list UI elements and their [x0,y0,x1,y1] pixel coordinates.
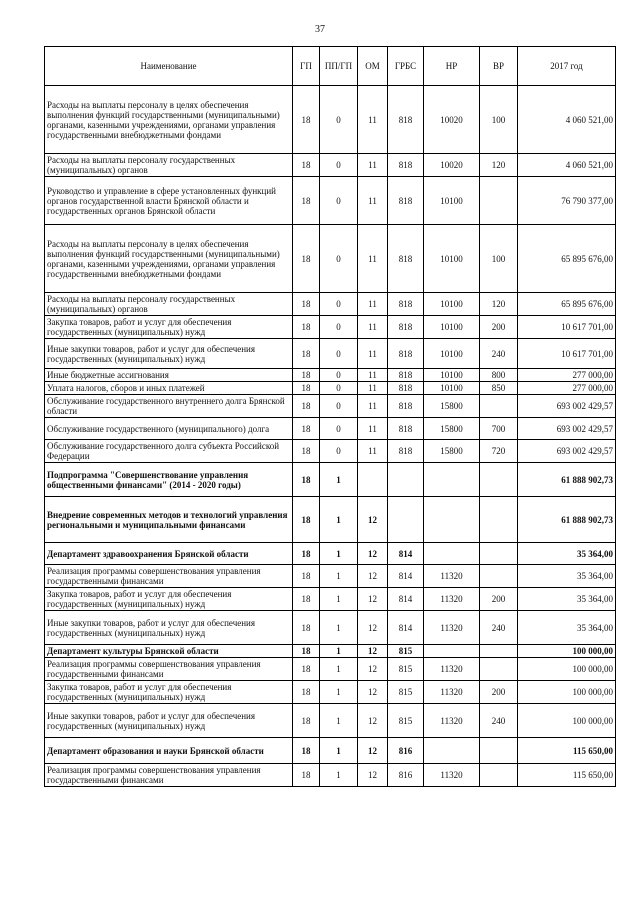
budget-table [44,46,616,787]
cell-om: 11 [358,369,388,382]
table-row [45,440,616,463]
cell-amount: 35 364,00 [518,565,616,588]
cell-nr: 11320 [424,588,480,611]
cell-ppgp: 0 [320,395,358,418]
cell-om: 11 [358,154,388,177]
cell-amount: 76 790 377,00 [518,177,616,225]
cell-nr [424,645,480,658]
cell-name: Иные закупки товаров, работ и услуг для обеспечения государственных (муниципальных) нужд [45,339,293,369]
cell-vr [480,543,518,565]
cell-gp: 18 [293,440,320,463]
table-row [45,316,616,339]
cell-vr [480,658,518,681]
cell-gp: 18 [293,86,320,154]
cell-amount: 100 000,00 [518,681,616,704]
cell-amount: 693 002 429,57 [518,395,616,418]
cell-vr [480,565,518,588]
cell-gp: 18 [293,177,320,225]
table-header-row [45,47,616,86]
cell-name: Реализация программы совершенствования управления государственными финансами [45,565,293,588]
cell-om: 11 [358,293,388,316]
cell-nr: 11320 [424,611,480,645]
cell-om: 11 [358,86,388,154]
cell-vr: 100 [480,86,518,154]
cell-name: Обслуживание государственного (муниципального) долга [45,418,293,440]
table-row [45,645,616,658]
cell-ppgp: 1 [320,497,358,543]
table-row [45,611,616,645]
cell-ppgp: 1 [320,463,358,497]
cell-ppgp: 0 [320,177,358,225]
cell-gp: 18 [293,681,320,704]
table-row [45,764,616,787]
cell-grbs: 814 [388,611,424,645]
cell-amount: 35 364,00 [518,611,616,645]
cell-om: 11 [358,382,388,395]
cell-gp: 18 [293,497,320,543]
page-number: 37 [315,24,325,35]
cell-ppgp: 1 [320,738,358,764]
cell-om: 12 [358,645,388,658]
cell-vr [480,645,518,658]
table-row [45,681,616,704]
cell-name: Департамент культуры Брянской области [45,645,293,658]
cell-grbs [388,463,424,497]
cell-name: Иные бюджетные ассигнования [45,369,293,382]
cell-gp: 18 [293,738,320,764]
cell-gp: 18 [293,154,320,177]
cell-nr: 10100 [424,177,480,225]
cell-name: Руководство и управление в сфере установленных функций органов государственной власти Брянской области и государственных органов Брянской области [45,177,293,225]
cell-amount: 100 000,00 [518,645,616,658]
cell-nr: 10100 [424,369,480,382]
cell-gp: 18 [293,588,320,611]
cell-name: Иные закупки товаров, работ и услуг для обеспечения государственных (муниципальных) нужд [45,611,293,645]
cell-ppgp: 1 [320,543,358,565]
table-row [45,154,616,177]
table-row [45,177,616,225]
cell-nr: 10100 [424,225,480,293]
cell-name: Обслуживание государственного внутреннего долга Брянской области [45,395,293,418]
cell-nr: 15800 [424,440,480,463]
cell-grbs: 818 [388,177,424,225]
cell-grbs: 818 [388,316,424,339]
cell-grbs [388,497,424,543]
cell-name: Внедрение современных методов и технологий управления региональными и муниципальными финансами [45,497,293,543]
cell-nr: 10100 [424,382,480,395]
cell-grbs: 815 [388,645,424,658]
cell-grbs: 818 [388,154,424,177]
cell-ppgp: 0 [320,339,358,369]
cell-nr [424,543,480,565]
cell-ppgp: 0 [320,440,358,463]
cell-amount: 693 002 429,57 [518,418,616,440]
cell-grbs: 818 [388,418,424,440]
cell-amount: 61 888 902,73 [518,497,616,543]
cell-vr: 800 [480,369,518,382]
cell-nr: 11320 [424,704,480,738]
header-amount: 2017 год [518,47,616,86]
cell-om: 12 [358,611,388,645]
cell-vr: 200 [480,316,518,339]
header-ppgp: ПП/ГП [320,47,358,86]
table-body [45,86,616,787]
cell-gp: 18 [293,316,320,339]
cell-grbs: 815 [388,681,424,704]
table-row [45,565,616,588]
cell-gp: 18 [293,382,320,395]
cell-grbs: 818 [388,86,424,154]
cell-grbs: 815 [388,658,424,681]
cell-gp: 18 [293,658,320,681]
cell-name: Закупка товаров, работ и услуг для обеспечения государственных (муниципальных) нужд [45,681,293,704]
cell-om: 11 [358,418,388,440]
cell-name: Департамент здравоохранения Брянской области [45,543,293,565]
cell-ppgp: 0 [320,316,358,339]
cell-grbs: 818 [388,293,424,316]
cell-grbs: 814 [388,543,424,565]
cell-vr [480,497,518,543]
cell-gp: 18 [293,704,320,738]
cell-vr: 240 [480,704,518,738]
cell-nr [424,463,480,497]
cell-gp: 18 [293,645,320,658]
cell-vr: 720 [480,440,518,463]
cell-ppgp: 0 [320,225,358,293]
cell-om: 11 [358,339,388,369]
table-row [45,395,616,418]
cell-ppgp: 1 [320,645,358,658]
cell-vr [480,395,518,418]
cell-amount: 10 617 701,00 [518,339,616,369]
cell-amount: 61 888 902,73 [518,463,616,497]
cell-om: 11 [358,177,388,225]
cell-gp: 18 [293,764,320,787]
table-row [45,86,616,154]
cell-ppgp: 1 [320,681,358,704]
cell-vr: 200 [480,681,518,704]
cell-name: Департамент образования и науки Брянской области [45,738,293,764]
cell-amount: 100 000,00 [518,658,616,681]
cell-ppgp: 0 [320,86,358,154]
cell-om: 11 [358,395,388,418]
cell-vr: 200 [480,588,518,611]
cell-vr: 100 [480,225,518,293]
table-row [45,382,616,395]
cell-nr: 11320 [424,565,480,588]
cell-ppgp: 1 [320,565,358,588]
cell-grbs: 818 [388,369,424,382]
cell-om: 12 [358,588,388,611]
cell-gp: 18 [293,463,320,497]
cell-gp: 18 [293,565,320,588]
cell-vr: 850 [480,382,518,395]
header-vr: ВР [480,47,518,86]
cell-om: 12 [358,497,388,543]
header-grbs: ГРБС [388,47,424,86]
cell-om [358,463,388,497]
cell-gp: 18 [293,369,320,382]
cell-vr: 120 [480,293,518,316]
cell-name: Расходы на выплаты персоналу в целях обеспечения выполнения функций государственными (муниципальными) органами, казенными учреждениями, органами управления государственными внебюджетными фондами [45,86,293,154]
cell-gp: 18 [293,395,320,418]
cell-name: Подпрограмма "Совершенствование управления общественными финансами" (2014 - 2020 годы) [45,463,293,497]
table-row [45,497,616,543]
cell-vr: 240 [480,611,518,645]
cell-grbs: 814 [388,565,424,588]
cell-name: Реализация программы совершенствования управления государственными финансами [45,764,293,787]
cell-amount: 65 895 676,00 [518,293,616,316]
cell-nr: 10020 [424,86,480,154]
cell-grbs: 818 [388,440,424,463]
cell-amount: 277 000,00 [518,382,616,395]
table-row [45,339,616,369]
header-name: Наименование [45,47,293,86]
header-om: ОМ [358,47,388,86]
cell-name: Расходы на выплаты персоналу государственных (муниципальных) органов [45,154,293,177]
cell-name: Уплата налогов, сборов и иных платежей [45,382,293,395]
cell-nr: 10100 [424,316,480,339]
cell-name: Закупка товаров, работ и услуг для обеспечения государственных (муниципальных) нужд [45,316,293,339]
cell-ppgp: 0 [320,418,358,440]
cell-om: 12 [358,764,388,787]
cell-vr [480,764,518,787]
cell-gp: 18 [293,418,320,440]
cell-name: Расходы на выплаты персоналу в целях обеспечения выполнения функций государственными (муниципальными) органами, казенными учреждениями, органами управления государственными внебюджетными фондами [45,225,293,293]
cell-ppgp: 1 [320,658,358,681]
cell-grbs: 818 [388,395,424,418]
cell-ppgp: 1 [320,764,358,787]
cell-gp: 18 [293,611,320,645]
cell-amount: 277 000,00 [518,369,616,382]
cell-vr: 120 [480,154,518,177]
cell-vr: 240 [480,339,518,369]
cell-amount: 4 060 521,00 [518,86,616,154]
cell-amount: 35 364,00 [518,588,616,611]
cell-grbs: 816 [388,738,424,764]
cell-gp: 18 [293,293,320,316]
cell-nr [424,738,480,764]
cell-amount: 693 002 429,57 [518,440,616,463]
table-row [45,543,616,565]
cell-ppgp: 1 [320,611,358,645]
cell-grbs: 818 [388,225,424,293]
cell-gp: 18 [293,225,320,293]
table-row [45,293,616,316]
cell-ppgp: 1 [320,704,358,738]
table-row [45,418,616,440]
cell-gp: 18 [293,339,320,369]
cell-vr [480,463,518,497]
table-row [45,588,616,611]
cell-om: 12 [358,738,388,764]
cell-nr: 11320 [424,764,480,787]
cell-grbs: 818 [388,382,424,395]
cell-amount: 35 364,00 [518,543,616,565]
cell-nr: 11320 [424,658,480,681]
cell-grbs: 814 [388,588,424,611]
cell-om: 11 [358,440,388,463]
cell-amount: 10 617 701,00 [518,316,616,339]
cell-om: 12 [358,565,388,588]
cell-vr: 700 [480,418,518,440]
table-row [45,463,616,497]
cell-grbs: 816 [388,764,424,787]
header-gp: ГП [293,47,320,86]
table-row [45,225,616,293]
cell-ppgp: 0 [320,382,358,395]
cell-name: Обслуживание государственного долга субъекта Российской Федерации [45,440,293,463]
cell-name: Реализация программы совершенствования управления государственными финансами [45,658,293,681]
cell-grbs: 818 [388,339,424,369]
cell-om: 12 [358,658,388,681]
table-row [45,658,616,681]
cell-om: 11 [358,316,388,339]
cell-name: Иные закупки товаров, работ и услуг для обеспечения государственных (муниципальных) нужд [45,704,293,738]
cell-vr [480,177,518,225]
cell-name: Расходы на выплаты персоналу государственных (муниципальных) органов [45,293,293,316]
table-row [45,369,616,382]
cell-amount: 100 000,00 [518,704,616,738]
cell-amount: 115 650,00 [518,738,616,764]
cell-nr: 10100 [424,339,480,369]
cell-om: 12 [358,704,388,738]
cell-grbs: 815 [388,704,424,738]
cell-nr: 11320 [424,681,480,704]
cell-ppgp: 0 [320,293,358,316]
cell-nr [424,497,480,543]
table-row [45,704,616,738]
cell-nr: 10100 [424,293,480,316]
cell-nr: 10020 [424,154,480,177]
cell-ppgp: 0 [320,154,358,177]
table-row [45,738,616,764]
cell-om: 12 [358,543,388,565]
cell-ppgp: 1 [320,588,358,611]
cell-om: 12 [358,681,388,704]
cell-amount: 115 650,00 [518,764,616,787]
cell-amount: 4 060 521,00 [518,154,616,177]
header-nr: НР [424,47,480,86]
cell-om: 11 [358,225,388,293]
cell-nr: 15800 [424,395,480,418]
cell-nr: 15800 [424,418,480,440]
cell-amount: 65 895 676,00 [518,225,616,293]
cell-gp: 18 [293,543,320,565]
cell-vr [480,738,518,764]
cell-ppgp: 0 [320,369,358,382]
cell-name: Закупка товаров, работ и услуг для обеспечения государственных (муниципальных) нужд [45,588,293,611]
